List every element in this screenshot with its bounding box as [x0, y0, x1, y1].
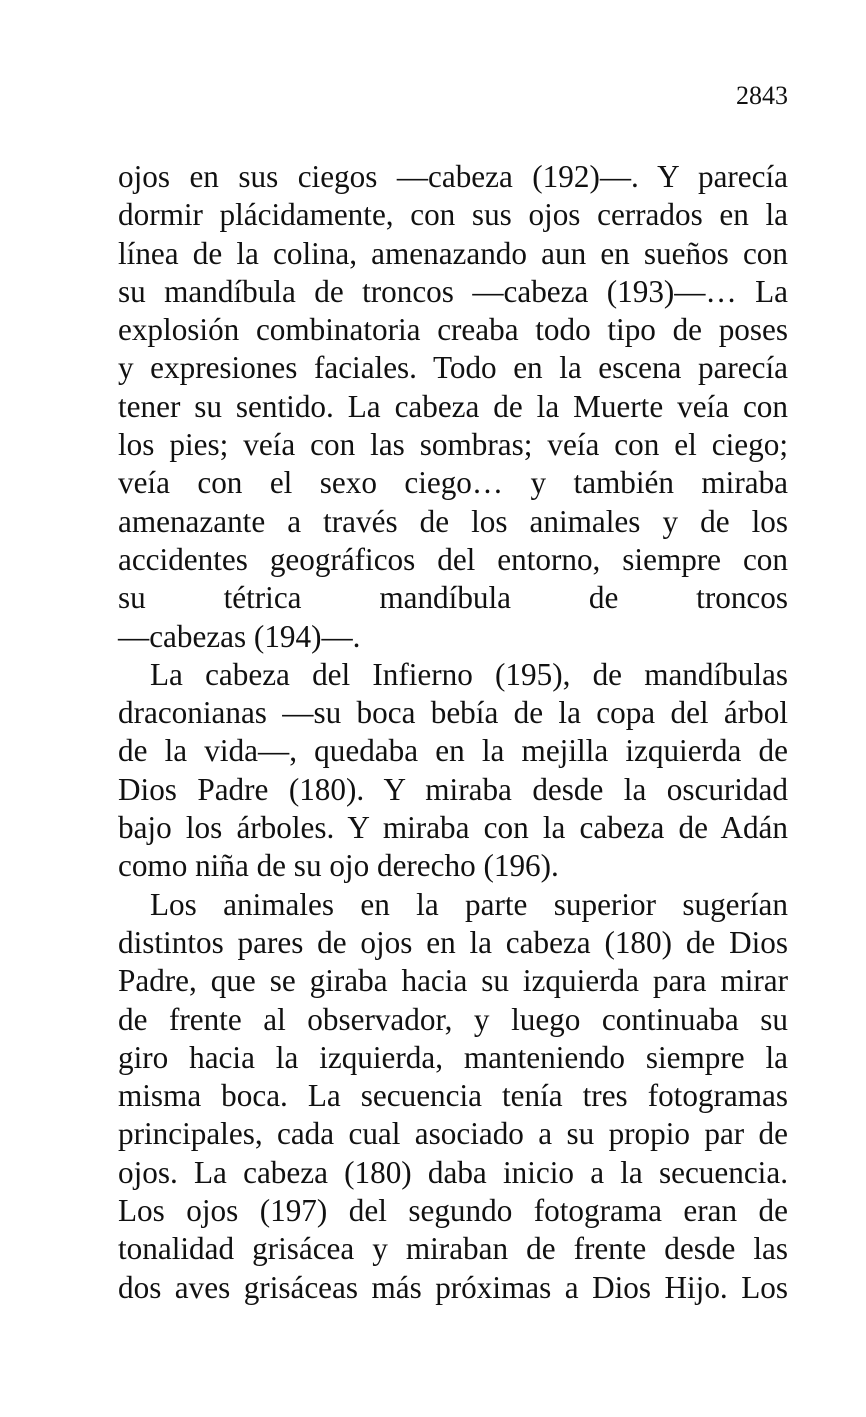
- paragraph-3: [118, 886, 788, 1307]
- paragraph-2: [118, 656, 788, 886]
- text-line: los pies; veía con las sombras; veía con el ciego;: [118, 427, 788, 463]
- text-line: Dios Padre (180). Y miraba desde la oscuridad: [118, 771, 788, 807]
- text-line: dos aves grisáceas más próximas a Dios Hijo. Los: [118, 1269, 788, 1305]
- text-line: accidentes geográficos del entorno, siempre con: [118, 541, 788, 577]
- text-line: —cabezas (194)—.: [118, 618, 361, 654]
- text-line: y expresiones faciales. Todo en la escena parecía: [118, 350, 788, 386]
- text-line: distintos pares de ojos en la cabeza (180) de Dios: [118, 924, 788, 960]
- paragraph-1: [118, 158, 788, 656]
- body-text: [118, 158, 788, 1307]
- text-line: veía con el sexo ciego… y también miraba: [118, 465, 788, 501]
- text-line: ojos. La cabeza (180) daba inicio a la secuencia.: [118, 1154, 788, 1190]
- text-line: Padre, que se giraba hacia su izquierda para mirar: [118, 963, 788, 999]
- page-number: 2843: [736, 81, 788, 110]
- text-line: dormir plácidamente, con sus ojos cerrados en la: [118, 197, 788, 233]
- text-line: draconianas —su boca bebía de la copa del árbol: [118, 695, 788, 731]
- text-line: La cabeza del Infierno (195), de mandíbulas: [150, 656, 788, 692]
- text-line: como niña de su ojo derecho (196).: [118, 848, 559, 884]
- text-line: tener su sentido. La cabeza de la Muerte veía con: [118, 388, 788, 424]
- text-line: giro hacia la izquierda, manteniendo siempre la: [118, 1039, 788, 1075]
- text-line: Los animales en la parte superior sugerían: [150, 886, 788, 922]
- text-line: de frente al observador, y luego continuaba su: [118, 1001, 788, 1037]
- text-line: bajo los árboles. Y miraba con la cabeza de Adán: [118, 810, 788, 846]
- text-line: amenazante a través de los animales y de los: [118, 503, 788, 539]
- text-line: su mandíbula de troncos —cabeza (193)—… La: [118, 273, 788, 309]
- text-line: línea de la colina, amenazando aun en sueños con: [118, 235, 788, 271]
- text-line: Los ojos (197) del segundo fotograma eran de: [118, 1193, 788, 1229]
- text-line: tonalidad grisácea y miraban de frente desde las: [118, 1231, 788, 1267]
- text-line: principales, cada cual asociado a su propio par de: [118, 1116, 788, 1152]
- text-line: su tétrica mandíbula de troncos: [118, 580, 788, 616]
- text-line: explosión combinatoria creaba todo tipo de poses: [118, 312, 788, 348]
- text-line: ojos en sus ciegos —cabeza (192)—. Y parecía: [118, 159, 788, 194]
- text-line: misma boca. La secuencia tenía tres fotogramas: [118, 1078, 788, 1114]
- text-line: de la vida—, quedaba en la mejilla izquierda de: [118, 733, 788, 769]
